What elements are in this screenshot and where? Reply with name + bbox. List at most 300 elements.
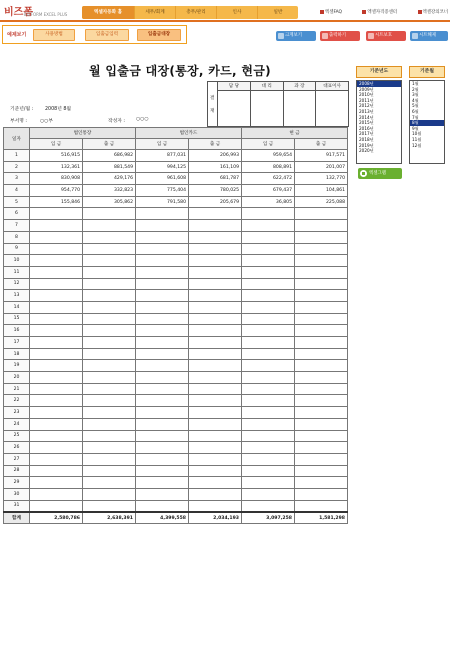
amount-cell[interactable] [189, 243, 242, 255]
amount-cell[interactable] [30, 430, 83, 442]
day-cell: 29 [4, 477, 30, 489]
amount-cell[interactable] [30, 372, 83, 384]
lock-icon [368, 33, 374, 39]
amount-cell[interactable]: 205,679 [189, 196, 242, 208]
amount-cell[interactable] [83, 208, 136, 220]
amount-cell[interactable] [295, 383, 348, 395]
list-item[interactable]: 2008년 [357, 81, 401, 87]
sub-header-deposit: 입 금 [242, 139, 295, 150]
amount-cell[interactable] [30, 301, 83, 313]
approval-col[interactable] [316, 82, 348, 126]
list-item[interactable]: 7월 [412, 114, 419, 120]
amount-cell[interactable] [189, 231, 242, 243]
link-faq[interactable]: 엑셀FAQ [320, 9, 342, 15]
amount-cell[interactable] [136, 442, 189, 454]
table-row [4, 383, 348, 395]
amount-cell[interactable] [83, 453, 136, 465]
amount-cell[interactable] [30, 465, 83, 477]
day-cell: 17 [4, 337, 30, 349]
table-row [4, 395, 348, 407]
table-row [4, 360, 348, 372]
amount-cell[interactable]: 161,109 [189, 161, 242, 173]
list-item[interactable]: 2009년 [359, 86, 374, 92]
amount-cell[interactable] [189, 407, 242, 419]
list-item[interactable]: 6월 [412, 108, 419, 114]
amount-cell[interactable] [189, 313, 242, 325]
amount-cell[interactable] [30, 290, 83, 302]
amount-cell[interactable] [295, 372, 348, 384]
list-item[interactable]: 11월 [412, 136, 422, 142]
day-cell: 8 [4, 231, 30, 243]
amount-cell[interactable] [30, 360, 83, 372]
amount-cell[interactable] [136, 383, 189, 395]
table-row [4, 290, 348, 302]
sub-header-withdraw: 출 금 [83, 139, 136, 150]
amount-cell[interactable] [83, 220, 136, 232]
amount-cell[interactable] [242, 442, 295, 454]
ledger-button[interactable]: 입출금대장 [137, 29, 181, 41]
amount-cell[interactable]: 877,031 [136, 150, 189, 162]
amount-cell[interactable] [242, 372, 295, 384]
amount-cell[interactable] [136, 337, 189, 349]
table-row [4, 208, 348, 220]
amount-cell[interactable] [136, 418, 189, 430]
amount-cell[interactable] [30, 442, 83, 454]
amount-cell[interactable] [242, 407, 295, 419]
amount-cell[interactable] [83, 266, 136, 278]
amount-cell[interactable]: 155,846 [30, 196, 83, 208]
day-cell: 18 [4, 348, 30, 360]
amount-cell[interactable] [189, 488, 242, 500]
approval-side-2: 재 [210, 109, 215, 114]
amount-cell[interactable] [30, 255, 83, 267]
amount-cell[interactable] [242, 360, 295, 372]
day-header: 일자 [4, 128, 30, 150]
amount-cell[interactable] [136, 266, 189, 278]
amount-cell[interactable]: 36,805 [242, 196, 295, 208]
amount-cell[interactable] [295, 243, 348, 255]
day-cell: 10 [4, 255, 30, 267]
amount-cell[interactable] [295, 208, 348, 220]
amount-cell[interactable] [189, 290, 242, 302]
amount-cell[interactable] [30, 348, 83, 360]
amount-cell[interactable] [295, 290, 348, 302]
approval-col[interactable] [218, 82, 251, 126]
amount-cell[interactable] [242, 243, 295, 255]
day-cell: 12 [4, 278, 30, 290]
amount-cell[interactable] [189, 266, 242, 278]
amount-cell[interactable] [83, 337, 136, 349]
list-item[interactable]: 2014년 [359, 114, 374, 120]
amount-cell[interactable] [295, 453, 348, 465]
list-item[interactable]: 2015년 [359, 120, 374, 126]
approval-col[interactable] [251, 82, 284, 126]
zoom-icon [278, 33, 284, 39]
list-item[interactable]: 9월 [412, 125, 419, 131]
amount-cell[interactable] [189, 418, 242, 430]
table-row [4, 266, 348, 278]
amount-cell[interactable]: 679,437 [242, 185, 295, 197]
amount-cell[interactable] [136, 348, 189, 360]
amount-cell[interactable] [30, 477, 83, 489]
month-listbox[interactable] [409, 80, 445, 164]
amount-cell[interactable] [83, 372, 136, 384]
amount-cell[interactable] [189, 383, 242, 395]
amount-cell[interactable] [295, 360, 348, 372]
amount-cell[interactable]: 332,823 [83, 185, 136, 197]
amount-cell[interactable] [30, 231, 83, 243]
amount-cell[interactable] [242, 255, 295, 267]
amount-cell[interactable] [295, 500, 348, 512]
list-item[interactable]: 2012년 [359, 103, 374, 109]
amount-cell[interactable] [295, 313, 348, 325]
amount-cell[interactable] [189, 442, 242, 454]
amount-cell[interactable] [83, 278, 136, 290]
total-cell: 2,580,786 [30, 512, 83, 524]
amount-cell[interactable] [30, 453, 83, 465]
amount-cell[interactable]: 994,125 [136, 161, 189, 173]
amount-cell[interactable] [295, 430, 348, 442]
amount-cell[interactable] [83, 301, 136, 313]
excel-gram-button[interactable]: 엑셀그램 [358, 168, 402, 179]
amount-cell[interactable] [30, 266, 83, 278]
amount-cell[interactable] [242, 313, 295, 325]
day-cell: 24 [4, 418, 30, 430]
amount-cell[interactable] [30, 500, 83, 512]
dept-label: 부서명 : [10, 119, 28, 124]
table-row [4, 161, 348, 173]
amount-cell[interactable] [295, 231, 348, 243]
day-cell: 21 [4, 383, 30, 395]
amount-cell[interactable] [83, 442, 136, 454]
amount-cell[interactable]: 808,891 [242, 161, 295, 173]
amount-cell[interactable] [83, 383, 136, 395]
amount-cell[interactable]: 954,770 [30, 185, 83, 197]
amount-cell[interactable] [242, 290, 295, 302]
list-item[interactable]: 2월 [412, 86, 419, 92]
nav-general-affairs[interactable]: 총무/관리 [176, 6, 217, 19]
list-item[interactable]: 2018년 [359, 136, 374, 142]
approval-col[interactable] [284, 82, 317, 126]
amount-cell[interactable] [30, 488, 83, 500]
amount-cell[interactable] [83, 231, 136, 243]
amount-cell[interactable]: 959,654 [242, 150, 295, 162]
list-item[interactable]: 1월 [412, 81, 419, 86]
amount-cell[interactable] [83, 348, 136, 360]
amount-cell[interactable]: 780,025 [189, 185, 242, 197]
amount-cell[interactable] [295, 337, 348, 349]
approval-side-1: 결 [210, 96, 215, 101]
list-item[interactable]: 10월 [412, 131, 422, 137]
amount-cell[interactable] [242, 301, 295, 313]
amount-cell[interactable] [295, 488, 348, 500]
amount-cell[interactable] [136, 278, 189, 290]
zoom-button[interactable]: 크게보기 [276, 31, 316, 41]
list-item[interactable]: 2011년 [359, 97, 374, 103]
amount-cell[interactable]: 201,007 [295, 161, 348, 173]
amount-cell[interactable] [136, 465, 189, 477]
amount-cell[interactable] [295, 407, 348, 419]
amount-cell[interactable]: 104,861 [295, 185, 348, 197]
approval-col-header: 대 리 [251, 82, 283, 91]
amount-cell[interactable]: 429,176 [83, 173, 136, 185]
list-item[interactable]: 8월 [410, 120, 444, 126]
day-cell: 13 [4, 290, 30, 302]
amount-cell[interactable] [136, 243, 189, 255]
day-cell: 2 [4, 161, 30, 173]
amount-cell[interactable] [136, 208, 189, 220]
amount-cell[interactable] [30, 383, 83, 395]
amount-cell[interactable] [136, 488, 189, 500]
entry-button[interactable]: 입출금입력 [85, 29, 129, 41]
amount-cell[interactable] [136, 372, 189, 384]
nav-hr[interactable]: 인사 [217, 6, 258, 19]
amount-cell[interactable] [83, 488, 136, 500]
day-cell: 30 [4, 488, 30, 500]
unprotect-sheet-button[interactable]: 시트해제 [410, 31, 448, 41]
amount-cell[interactable] [295, 395, 348, 407]
amount-cell[interactable] [295, 442, 348, 454]
amount-cell[interactable] [242, 453, 295, 465]
amount-cell[interactable] [136, 430, 189, 442]
amount-cell[interactable]: 622,472 [242, 173, 295, 185]
amount-cell[interactable] [30, 243, 83, 255]
amount-cell[interactable] [189, 430, 242, 442]
table-row [4, 220, 348, 232]
amount-cell[interactable] [189, 348, 242, 360]
amount-cell[interactable] [242, 231, 295, 243]
amount-cell[interactable] [30, 313, 83, 325]
list-item[interactable]: 2017년 [359, 131, 374, 137]
day-cell: 25 [4, 430, 30, 442]
amount-cell[interactable] [295, 255, 348, 267]
day-cell: 5 [4, 196, 30, 208]
amount-cell[interactable] [83, 465, 136, 477]
amount-cell[interactable] [242, 337, 295, 349]
list-item[interactable]: 12월 [412, 142, 422, 148]
month-panel-header: 기준월 [409, 66, 445, 78]
table-row [4, 442, 348, 454]
amount-cell[interactable] [242, 208, 295, 220]
amount-cell[interactable] [136, 290, 189, 302]
dept-value[interactable]: ○○부 [40, 119, 54, 124]
amount-cell[interactable] [189, 395, 242, 407]
amount-cell[interactable] [30, 325, 83, 337]
amount-cell[interactable] [136, 500, 189, 512]
unlock-icon [412, 33, 418, 39]
amount-cell[interactable] [30, 407, 83, 419]
list-item[interactable]: 2019년 [359, 142, 374, 148]
amount-cell[interactable] [83, 255, 136, 267]
day-cell: 6 [4, 208, 30, 220]
amount-cell[interactable] [136, 360, 189, 372]
day-cell: 16 [4, 325, 30, 337]
amount-cell[interactable]: 961,608 [136, 173, 189, 185]
amount-cell[interactable] [242, 395, 295, 407]
amount-cell[interactable] [295, 477, 348, 489]
amount-cell[interactable] [189, 220, 242, 232]
amount-cell[interactable] [30, 418, 83, 430]
amount-cell[interactable]: 225,088 [295, 196, 348, 208]
amount-cell[interactable] [136, 325, 189, 337]
amount-cell[interactable] [242, 500, 295, 512]
amount-cell[interactable] [295, 301, 348, 313]
amount-cell[interactable]: 206,993 [189, 150, 242, 162]
amount-cell[interactable] [242, 325, 295, 337]
day-cell: 1 [4, 150, 30, 162]
amount-cell[interactable] [136, 407, 189, 419]
table-row [4, 430, 348, 442]
amount-cell[interactable] [136, 301, 189, 313]
amount-cell[interactable] [83, 325, 136, 337]
amount-cell[interactable] [295, 325, 348, 337]
amount-cell[interactable] [136, 477, 189, 489]
author-value[interactable]: ○○○ [136, 117, 149, 122]
amount-cell[interactable] [295, 465, 348, 477]
day-cell: 15 [4, 313, 30, 325]
amount-cell[interactable]: 775,404 [136, 185, 189, 197]
list-item[interactable]: 4월 [412, 97, 419, 103]
table-row [4, 418, 348, 430]
amount-cell[interactable] [83, 313, 136, 325]
amount-cell[interactable] [83, 430, 136, 442]
year-listbox[interactable] [356, 80, 402, 164]
amount-cell[interactable]: 681,787 [189, 173, 242, 185]
approval-box [207, 81, 349, 127]
amount-cell[interactable] [242, 266, 295, 278]
amount-cell[interactable] [189, 372, 242, 384]
amount-cell[interactable] [242, 465, 295, 477]
table-row [4, 477, 348, 489]
amount-cell[interactable] [295, 220, 348, 232]
group-header-cash: 현 금 [242, 128, 348, 139]
amount-cell[interactable] [189, 278, 242, 290]
amount-cell[interactable] [136, 220, 189, 232]
amount-cell[interactable] [83, 360, 136, 372]
print-icon [322, 33, 328, 39]
nav-general[interactable]: 일반 [273, 10, 283, 15]
print-button[interactable]: 출력하기 [320, 31, 360, 41]
amount-cell[interactable] [189, 337, 242, 349]
link-lecture[interactable]: 엑셀강의코너 [418, 9, 448, 15]
day-cell: 27 [4, 453, 30, 465]
list-item[interactable]: 5월 [412, 103, 419, 109]
amount-cell[interactable] [295, 278, 348, 290]
faq-icon [320, 10, 324, 14]
amount-cell[interactable]: 881,549 [83, 161, 136, 173]
table-row [4, 465, 348, 477]
protect-sheet-button[interactable]: 시트보호 [366, 31, 406, 41]
amount-cell[interactable] [242, 278, 295, 290]
amount-cell[interactable] [136, 395, 189, 407]
amount-cell[interactable] [189, 208, 242, 220]
amount-cell[interactable]: 686,982 [83, 150, 136, 162]
amount-cell[interactable] [30, 337, 83, 349]
amount-cell[interactable] [83, 407, 136, 419]
amount-cell[interactable]: 516,915 [30, 150, 83, 162]
amount-cell[interactable]: 132,770 [295, 173, 348, 185]
table-row [4, 278, 348, 290]
day-cell: 23 [4, 407, 30, 419]
list-item[interactable]: 3월 [412, 92, 419, 98]
table-row [4, 196, 348, 208]
amount-cell[interactable] [242, 430, 295, 442]
amount-cell[interactable] [295, 348, 348, 360]
nav-accounting[interactable]: 세무/회계 [135, 6, 176, 19]
logo[interactable] [4, 3, 68, 19]
amount-cell[interactable]: 791,580 [136, 196, 189, 208]
amount-cell[interactable] [189, 301, 242, 313]
amount-cell[interactable]: 917,571 [295, 150, 348, 162]
amount-cell[interactable] [83, 500, 136, 512]
amount-cell[interactable] [189, 465, 242, 477]
amount-cell[interactable] [136, 255, 189, 267]
top-bar [0, 0, 450, 22]
logo-text: 비즈폼 [4, 7, 33, 18]
amount-cell[interactable]: 305,862 [83, 196, 136, 208]
amount-cell[interactable] [30, 278, 83, 290]
usage-button[interactable]: 사용방법 [33, 29, 75, 41]
year-panel [356, 66, 402, 164]
amount-cell[interactable] [189, 360, 242, 372]
table-row [4, 348, 348, 360]
table-row [4, 231, 348, 243]
list-item[interactable]: 2010년 [359, 92, 374, 98]
total-cell: 1,581,298 [295, 512, 348, 524]
amount-cell[interactable] [189, 325, 242, 337]
amount-cell[interactable] [189, 255, 242, 267]
nav-home[interactable]: 엑셀자동화 홈 [82, 6, 135, 19]
list-item[interactable]: 2016년 [359, 125, 374, 131]
list-item[interactable]: 2013년 [359, 108, 374, 114]
amount-cell[interactable] [83, 477, 136, 489]
list-item[interactable]: 2020년 [359, 148, 374, 154]
amount-cell[interactable]: 132,361 [30, 161, 83, 173]
amount-cell[interactable] [242, 348, 295, 360]
amount-cell[interactable] [295, 266, 348, 278]
amount-cell[interactable] [189, 477, 242, 489]
amount-cell[interactable] [136, 231, 189, 243]
amount-cell[interactable] [83, 243, 136, 255]
amount-cell[interactable] [242, 418, 295, 430]
amount-cell[interactable] [242, 220, 295, 232]
amount-cell[interactable]: 830,908 [30, 173, 83, 185]
amount-cell[interactable] [83, 395, 136, 407]
day-cell: 3 [4, 173, 30, 185]
day-cell: 4 [4, 185, 30, 197]
amount-cell[interactable] [189, 453, 242, 465]
table-row [4, 453, 348, 465]
amount-cell[interactable] [242, 488, 295, 500]
amount-cell[interactable] [83, 418, 136, 430]
period-value[interactable]: 2008년 8월 [45, 107, 72, 112]
table-row [4, 313, 348, 325]
group-header-bank: 법인통장 [30, 128, 136, 139]
sub-header-withdraw: 출 금 [295, 139, 348, 150]
amount-cell[interactable] [136, 453, 189, 465]
amount-cell[interactable] [30, 208, 83, 220]
link-cert[interactable]: 엑셀자격증센터 [362, 9, 397, 15]
amount-cell[interactable] [30, 220, 83, 232]
amount-cell[interactable] [189, 500, 242, 512]
amount-cell[interactable] [242, 383, 295, 395]
amount-cell[interactable] [295, 418, 348, 430]
table-row [4, 243, 348, 255]
amount-cell[interactable] [83, 290, 136, 302]
amount-cell[interactable] [136, 313, 189, 325]
amount-cell[interactable] [242, 477, 295, 489]
amount-cell[interactable] [30, 395, 83, 407]
